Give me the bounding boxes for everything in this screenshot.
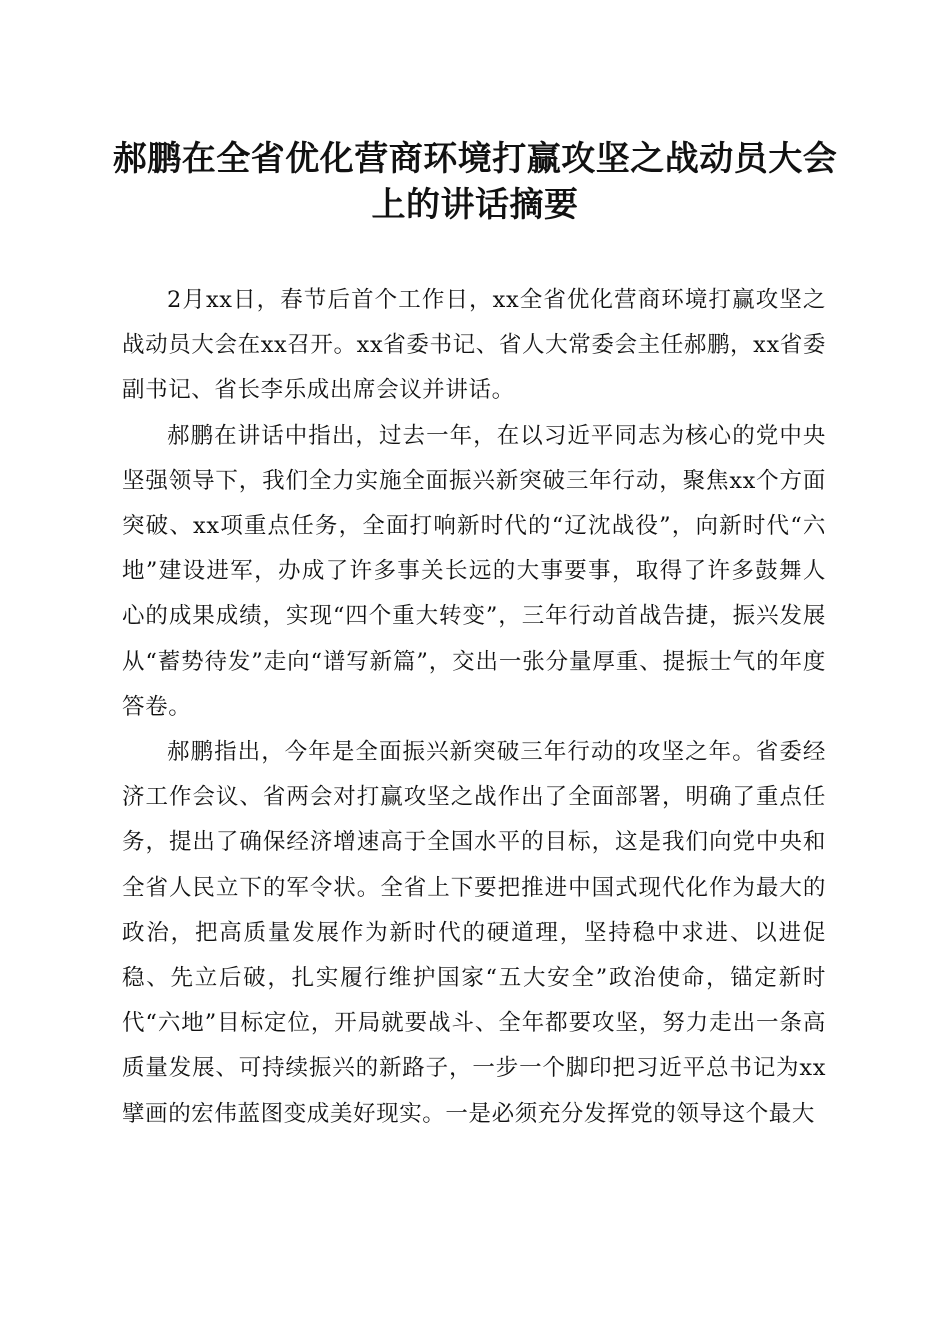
paragraph-2: 郝鹏在讲话中指出，过去一年，在以习近平同志为核心的党中央坚强领导下，我们全力实施全面振兴新突破三年行动，聚焦xx个方面突破、xx项重点任务，全面打响新时代的“辽沈战役”，向新时代“六地”建设进军，办成了许多事关长远的大事要事，取得了许多鼓舞人心的成果成绩，实现“四个重大转变”，三年行动首战告捷，振兴发展从“蓄势待发”走向“谱写新篇”，交出一张分量厚重、提振士气的年度答卷。 [122,422,826,720]
document-title: 郝鹏在全省优化营商环境打赢攻坚之战动员大会上的讲话摘要 [112,139,838,225]
paragraph-1: 2月xx日，春节后首个工作日，xx全省优化营商环境打赢攻坚之战动员大会在xx召开。xx省委书记、省人大常委会主任郝鹏，xx省委副书记、省长李乐成出席会议并讲话。 [122,287,826,404]
paragraph-3: 郝鹏指出，今年是全面振兴新突破三年行动的攻坚之年。省委经济工作会议、省两会对打赢攻坚之战作出了全面部署，明确了重点任务，提出了确保经济增速高于全国水平的目标，这是我们向党中央和全省人民立下的军令状。全省上下要把推进中国式现代化作为最大的政治，把高质量发展作为新时代的硬道理，坚持稳中求进、以进促稳、先立后破，扎实履行维护国家“五大安全”政治使命，锚定新时代“六地”目标定位，开局就要战斗、全年都要攻坚，努力走出一条高质量发展、可持续振兴的新路子，一步一个脚印把习近平总书记为xx擘画的宏伟蓝图变成美好现实。一是必须充分发挥党的领导这个最大 [122,739,826,1127]
document-body [122,278,826,1137]
